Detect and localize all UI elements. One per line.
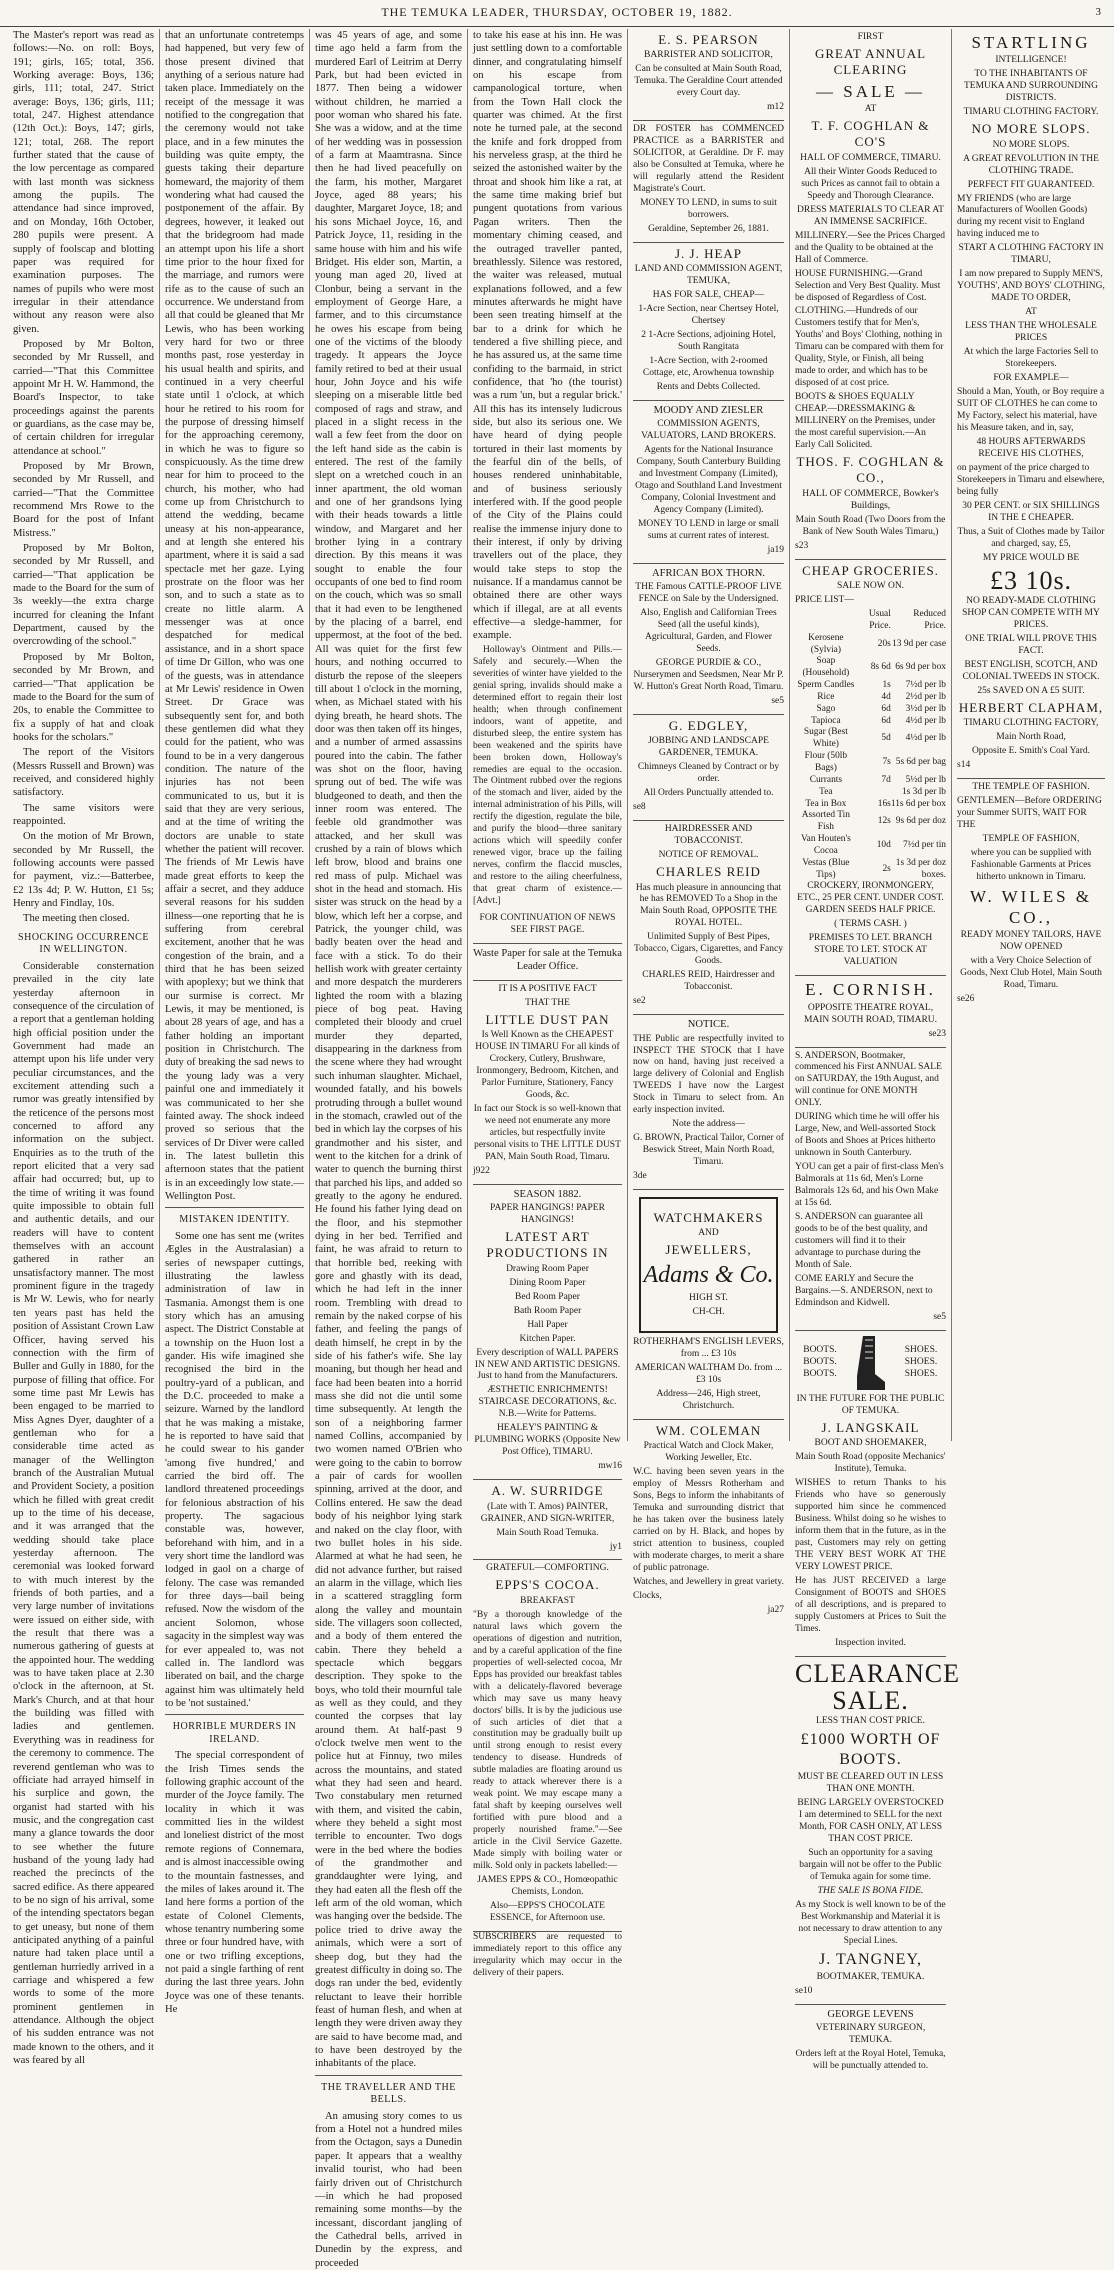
text-line: Assorted Tin Fish	[801, 810, 850, 833]
text-line: Hall Paper	[527, 1319, 568, 1330]
text-line: PAPER HANGINGS! PAPER HANGINGS!	[490, 1203, 605, 1225]
masthead	[0, 0, 1114, 27]
text-line: BOOT AND SHOEMAKER,	[814, 1438, 927, 1449]
text-line: CHARLES REID, Hairdresser and Tobacconist.	[642, 970, 775, 993]
text-line: SALE NOW ON.	[836, 581, 905, 592]
text-line: MY FRIENDS (who are large Manufacturers of Woollen Goods) during my recent visit to England having induced me to	[957, 193, 1088, 240]
advertisement-anderson	[795, 1048, 946, 1331]
text-line: 6s 9d per box	[895, 662, 946, 673]
advertisement-paper-hangings	[473, 1185, 622, 1481]
article-paragraph: An amusing story comes to us from a Hotel not a hundred miles from the Octagon, says a Dunedin paper. It appears that a wealthy invalid tourist, who had been fairly driven out of Christchurch—in which he had proposed remaining some months—by the incessant, discordant jangling of the Cathedral bells, arrived in Dunedin by the express, and proceeded	[315, 2110, 462, 2269]
text-line: "By a thorough knowledge of the natural laws which govern the operations of digestion and nutrition, and by a careful application of the fine properties of well-selected cocoa, Mr Epps has provided our breakfast tables with a delicately-flavored beverage which may save us many heavy doctors' bills. It is by the judicious use of such articles of diet that a constitution may be gradually built up until strong enough to resist every tendency to disease. Hundreds of subtle maladies are floating around us ready to attack wherever there is a weak point. We may escape many a fatal shaft by keeping ourselves well fortified with pure blood and a properly nourished frame."—See article in the Civil Service Gazette. Made simply with boiling water or milk. Sold only in packets labelled:—	[473, 1609, 622, 1872]
text-line: on payment of the price charged to Storekeepers in Timaru and elsewhere, being fully	[957, 462, 1105, 497]
text-line: S. ANDERSON can guarantee all goods to be of the best quality, and customers will find it to their advantage to purchase during the Month of Sale.	[795, 1212, 928, 1270]
text-line: mw16	[598, 1461, 622, 1472]
text-line: At which the large Factories Sell to Storekeepers.	[963, 347, 1099, 370]
text-line: Tea	[819, 786, 833, 797]
article-paragraph: The special correspondent of the Irish Times sends the following graphic account of the murder of the Joyce family. The locality in which it was committed lies in the wildest and loneliest district of the most remote regions of Connemara, and is almost inaccessible owing to the mountain fastnesses, and the miles of lakes around it. The land here forms a portion of the estate of Colonel Clements, whose tenantry numbering some three or four hundred have, with one or two trifling exceptions, not paid a single farthing of rent during the last three years. John Joyce was one of these tenants. He	[165, 1750, 304, 2015]
advertisement-brown	[633, 1015, 784, 1190]
text-line: J. TANGNEY,	[819, 1951, 922, 1969]
advertisement-clapham	[957, 29, 1105, 779]
text-line: BREAKFAST	[520, 1595, 575, 1606]
text-line: Is Well Known as the CHEAPEST HOUSE IN TIMARU For all kinds of Crockery, Cutlery, Brushware, Ironmongery, Bedroom, Kitchen, and Parlor Furniture, Stationery, Fancy Goods, &c.	[475, 1030, 620, 1100]
text-line: J. J. HEAP	[674, 245, 743, 261]
text-line: — SALE —	[816, 81, 925, 101]
text-line: Every description of WALL PAPERS IN NEW AND ARTISTIC DESIGNS. Just to hand from the Manufacturers.	[474, 1347, 621, 1382]
text-line: BEST ENGLISH, SCOTCH, AND COLONIAL TWEEDS IN STOCK.	[962, 659, 1100, 682]
text-line: Drawing Room Paper	[506, 1263, 589, 1274]
text-line: HERBERT CLAPHAM,	[958, 699, 1104, 715]
text-line: Orders left at the Royal Hotel, Temuka, will be punctually attended to.	[795, 2049, 946, 2072]
text-line: (Late with T. Amos) PAINTER, GRAINER, AND SIGN-WRITER,	[480, 1501, 615, 1524]
text-line: BOOTMAKER, TEMUKA.	[816, 1972, 925, 1983]
advertisement-cornish	[795, 976, 946, 1047]
text-line: COME EARLY and Secure the Bargains.—S. ANDERSON, next to Edmindson and Kidwell.	[795, 1273, 933, 1308]
text-line: Bath Room Paper	[513, 1305, 582, 1316]
article-paragraph: was 45 years of age, and some time ago held a farm from the murdered Earl of Leitrim at Derry Park, but had been evicted in 1877. Then being a widower without children, he married a poor woman who shared his fate. She was a widow, and at the time of her wedding was in possession of a farm at Maamtrasna. Since then he had lived peacefully on the farm, his mother, Margaret Joyce, aged 88 years; his daughter, Margaret Joyce, 18; and his sons Michael Joyce, 16, and Patrick Joyce, 11, residing in the same house with him and his wife Bridget. His elder son, Martin, a young man aged 20, lived at Clonbur, being a servant in the employment of George Hare, a farmer, and to this circumstance he owes his escape from being one of the victims of the bloody tragedy. It appears the Joyce family retired to bed at their usual hour, John Joyce and his wife sleeping on a miserable little bed composed of rags and straw, and placed in a slight recess in the wall a few feet from the door on the left hand side as the cabin is entered. The rest of the family slept on a wretched couch in an inner apartment, the old woman and one of her grandsons lying with their heads towards a little window, and Margaret and her brother lying in a contrary direction. By this means it was sought to enable the four occupants of one bed to find room on the couch, which was so small that it had even to be lengthened by the placing of a barrel, end uppermost, at the foot of the bed. All was quiet for the first few hours, and nothing occurred to disturb the repose of the sleepers till about 1 o'clock in the morning, when, as Michael stated with his dying breath, he heard shots. The door was then taken off its hinges, and a number of armed assassins poured into the cabin. The father was shot on the floor, having sprung out of bed. The wife was bludgeoned to death, and then the inner room was entered. The feeble old grandmother was attacked, and her skull was crushed by a rain of blows which left brow, blood and brains one red mass of pulp. Michael was shot in the head and stomach. His sister was struck on the head by a blow, which left her a corpse, and Patrick, the younger child, was badly beaten over the head and face with a stick. To do their hellish work with greater certainty and more despatch the murderers lighted the room with a blazing piece of bog peat. Having completed their bloody and cruel murder they departed, disappearing in the darkness from the scene where they had wrought such inhuman slaughter. Michael, wounded fatally, and his bowels protruding through a bullet wound in the stomach, crawled out of the bed in which lay the corpses of his grandmother and his sister, and went to the kitchen for a drink of water to quench the burning thirst that parched his lips, and added so greatly to the agony he endured. He found his father lying dead on the floor, and his stepmother dying in her bed. Terrified and faint, he was afraid to return to that horrible bed, reeking with gore and ghastly with its dead, which he had left in the inner room. Trembling with dread to remain by the naked corpse of his father, and feeling the pangs of death himself, he crept in by the side of his father's wife. She lay moaning, but though her head and face had been beaten into a horrid mass she did not die until some time subsequently. At length the son of a neighboring farmer named Collins, accompanied by two women named O'Brien who were going to the cabin to borrow a pair of cards for woollen spinning, arrived at the door, and Collins entered. He saw the dead body of his neighbor lying stark and naked on the clay floor, with two bullet holes in his side. Alarmed at what he had seen, he did not advance further, but raised an alarm in the village, which lies in a scattered straggling form along the valley and mountain side. The villagers soon collected, and a body of them entered the cabin. There they beheld a spectacle which beggars description. They spoke to the boys, who told their mournful tale as well as they could, and they counted the corpses that lay around them. At half-past 9 o'clock twelve men went to the police hut at Finnuy, two miles across the mountains, and stated what they had seen and heard. Two constabulary men returned with them, and visited the cabin, where they beheld a sight most terrible to encounter. Two dogs were in the bed where the bodies of the grandmother and granddaughter were lying, and they had eaten all the flesh off the left arm of the old woman, which was hanging over the bedside. The police tried to drive away the animals, which were a sort of sheep dog, but they had the greatest difficulty in doing so. The dogs ran under the bed, evidently reluctant to leave their horrible feast of human flesh, and when at length they were driven away they are said to have become mad, and to have been destroyed by the inhabitants of the place.	[315, 30, 462, 2070]
article-paragraph: that an unfortunate contretemps had happened, but very few of those present divined that anything of a serious nature had taken place. Immediately on the receipt of the message it was notified to the congregation that the ceremony would not take place, and in a few minutes the building was quite empty, the guests taking their departure homeward, the majority of them wondering what had caused the postponement of the affair. By degrees, however, it leaked out that the bridegroom had made an attempt upon his life a short time prior to the hour fixed for the marriage, and rumors were rife as to the cause of such an occurrence. We understand from all that could be gleaned that Mr Lewis, who has been working very hard for two or three months past, rose yesterday in his usual health and spirits, and continued in a very cheerful state until 1 o'clock, at which hour he retired to his room for the purpose of dressing himself for the approaching ceremony, in which he was to figure so conspicuously. As the time drew near for him to proceed to the church, his mother, who had come up from Christchurch to attend the wedding, became uneasy at his non-appearance, and at length she entered his apartment, where it is said a sad spectacle met her gaze. Lying prostrate on the floor was her son, and to such a state as to create no little alarm. A messenger was at once despatched for medical assistance, and in a short space of time Dr Gillon, who was one of the guests, was in attendance at Mr Lewis' residence in Owen Street. Dr Grace was subsequently sent for, and both these gentlemen did what they could for the patient, who was found to be in a very dangerous condition. The nature of the injuries has not been communicated to us, but it is said that they are very serious, and at the time of writing the doctors are unable to state whether the patient will recover. The friends of Mr Lewis have made great efforts to keep the affair a secret, and they adduce several reasons for his sudden illness—one reporting that he is suffering from cerebral excitement, another that he was congestion of the brain, and a third that he has been seized with apoplexy; but we think that our surmise is correct. Mr Lewis, it may be mentioned, is about 28 years of age, and has a father holding an important position in Christchurch. The duty of breaking the sad news to the young lady was a very painful one and immediately it was communicated to her she fainted away. The shock indeed proved so serious that the services of Dr Diver were called in. The latest bulletin this afternoon states that the patient is in an exceedingly low state.—Wellington Post.	[165, 30, 304, 1202]
text-line: WATCHMAKERS	[653, 1209, 764, 1225]
text-line: GEORGE LEVENS	[827, 2009, 914, 2021]
masthead-title: THE TEMUKA LEADER, THURSDAY, OCTOBER 19, 1882.	[381, 5, 733, 20]
text-line: G. EDGLEY,	[668, 718, 749, 734]
text-line: All Orders Punctually attended to.	[643, 788, 774, 799]
text-line: 1-Acre Section, with 2-roomed Cottage, etc, Arowhenua township	[642, 356, 775, 379]
text-line: MY PRICE WOULD BE	[982, 552, 1080, 563]
text-line: Tea in Box	[805, 798, 847, 809]
article-paragraph: Considerable consternation prevailed in the city late yesterday afternoon in consequence of the circulation of a report that a gentleman holding high official position under the Government had made an attempt upon his life under very peculiar circumstances, and the excitement attending such a rumor was greatly intensified by the reticence of the persons most concerned to afford any information on the subject. Enquiries as to the truth of the report elicited that a very sad affair had occurred; but, up to the time of writing it was found quite impossible to obtain full and authentic details, and our readers will have to content themselves with an account gathered in rather an unsatisfactory manner. The most prominent figure in the tragedy is Mr W. Lewis, who for nearly ten years past has held the position of Assistant Crown Law Officer, having served his connection with the firm of Buller and Gully in 1880, for the purpose of filling that office. For some time past Mr Lewis has been engaged to be married to Miss Agnes Dyer, daughter of a gentleman who for a considerable time acted as manager of the Wellington branch of the Australian Mutual and Provident Society, a position which he filled with great credit up to the time of his decease, and it was arranged that the wedding should take place yesterday afternoon. The ceremonial was looked forward to with much interest by the friends of both parties, and a very large number of invitations were issued on either side, with the result that there was a numerous gathering of guests at the appointed hour. The wedding was to have taken place at 2.30 o'clock in the afternoon, at St. Mark's Church, and at that hour the building was filled with ladies and gentlemen. Everything was in readiness for the ceremony to commence. The reverend gentleman who was to officiate had arrayed himself in his surplice and gown, the organist had started with his music, and the congregation cast many a glance towards the door to see whether the future husband of the young lady had reached the precincts of the sacred edifice. As there appeared to be no sign of his arrival, some of the intending spectators began to get uneasy, but none of them anticipated anything of a painful nature had taken place until a gentleman hurriedly arrived in a carriage and whispered a few words to some of the more prominent gentlemen in attendance. Although the object of his sudden entrance was not made known to the others, and it was feared by all	[13, 960, 154, 2067]
text-line: Also, English and Californian Trees Seed (all the useful kinds), Agricultural, Garden, and Flower Seeds.	[640, 608, 777, 655]
text-line: WISHES to return Thanks to his Friends who have so generously supported him since he commenced Business. Whilst doing so he wishes to inform them that in the future, as in the past, Customers may rely on getting THE VERY BEST WORK AT THE VERY LOWEST PRICE.	[795, 1478, 946, 1572]
text-line: Usual Price.	[868, 609, 891, 631]
text-line: E. S. PEARSON	[658, 32, 759, 47]
text-line: Adams & Co.	[643, 1262, 774, 1289]
text-line: 2s	[882, 863, 891, 874]
text-line: MONEY TO LEND, in sums to suit borrowers.	[640, 198, 777, 220]
text-line: NOTICE.	[687, 1019, 730, 1031]
text-line: STARTLING	[971, 33, 1091, 52]
text-line: Vestas (Blue Tips)	[802, 857, 850, 880]
text-line: JOBBING AND LANDSCAPE GARDENER, TEMUKA.	[648, 736, 769, 759]
text-line: MOODY AND ZIESLER	[653, 405, 764, 416]
text-line: E. CORNISH.	[805, 980, 936, 1000]
text-line: TIMARU CLOTHING FACTORY.	[963, 107, 1099, 118]
text-line: DR FOSTER has COMMENCED PRACTICE as a BARRISTER and SOLICITOR, at Geraldine. Dr F. may also be Consulted at Temuka, where he will regularly attend the Resident Magistrate's Court.	[633, 124, 784, 195]
text-line: W. WILES & CO.,	[969, 886, 1093, 928]
text-line: se10	[795, 1986, 813, 1997]
text-line: BOOTS. BOOTS. BOOTS.	[803, 1344, 837, 1379]
text-line: THAT THE	[525, 997, 570, 1008]
text-line: Note the address—	[672, 1119, 745, 1130]
page-number: 3	[1095, 6, 1102, 18]
text-line: SHOES. SHOES. SHOES.	[904, 1344, 938, 1379]
text-line: IT IS A POSITIVE FACT	[498, 983, 597, 994]
text-line: with a Very Choice Selection of Goods, Next Club Hotel, Main South Road, Timaru.	[960, 956, 1102, 991]
text-line: 4d	[881, 691, 891, 702]
text-line: PREMISES TO LET. BRANCH STORE TO LET. STOCK AT VALUATION	[808, 933, 933, 968]
text-line: MILLINERY.—See the Prices Charged and the Quality to be obtained at the Hall of Commerce.	[795, 230, 946, 265]
text-line: Opposite E. Smith's Coal Yard.	[971, 745, 1091, 756]
text-line: CLEARANCE SALE.	[795, 1658, 960, 1715]
text-line: ÆSTHETIC ENRICHMENTS! STAIRCASE DECORATIONS, &c. N.B.—Write for Patterns.	[478, 1385, 617, 1420]
text-line: PRICE LIST—	[795, 595, 854, 606]
advertisement-waste-paper	[473, 944, 622, 981]
text-line: NO READY-MADE CLOTHING SHOP CAN COMPETE WITH MY PRICES.	[962, 595, 1100, 630]
text-line: NOTICE OF REMOVAL.	[658, 850, 759, 861]
column-6	[790, 29, 960, 2072]
advertisement-levens	[795, 2005, 946, 2079]
text-line: 20s	[877, 638, 891, 649]
text-line: FOR CONTINUATION OF NEWS SEE FIRST PAGE.	[479, 913, 616, 936]
text-line: 25s SAVED ON A £5 SUIT.	[977, 685, 1085, 696]
text-line: 3½d per lb	[905, 703, 946, 714]
adams-logo	[639, 1197, 778, 1333]
text-line: ONE TRIAL WILL PROVE THIS FACT.	[965, 633, 1097, 656]
text-line: CHEAP GROCERIES.	[802, 562, 939, 578]
text-line: G. BROWN, Practical Tailor, Corner of Beswick Street, Main North Road, Timaru.	[633, 1133, 784, 1168]
text-line: 2 1-Acre Sections, adjoining Hotel, South Rangitata	[641, 330, 776, 353]
text-line: ja19	[767, 545, 784, 556]
text-line: Agents for the National Insurance Company, South Canterbury Building and Investment Company (Limited), Otago and Southland Land Investment Company, Colonial Investment and Agency Company (Limited).	[635, 445, 782, 516]
advertisement-surridge	[473, 1480, 622, 1560]
text-line: Waste Paper for sale at the Temuka Leader Office.	[473, 948, 622, 973]
text-line: AT	[1025, 307, 1037, 318]
text-line: LESS THAN THE WHOLESALE PRICES	[965, 321, 1097, 344]
text-line: LESS THAN COST PRICE.	[816, 1716, 925, 1727]
text-line: 5d	[881, 733, 891, 744]
text-line: All their Winter Goods Reduced to such Prices as cannot fail to obtain a Speedy and Thorough Clearance.	[801, 166, 940, 201]
advertisement-moody-ziesler	[633, 401, 784, 564]
text-line: Kitchen Paper.	[519, 1333, 576, 1344]
text-line: T. F. COGHLAN & CO'S	[811, 118, 930, 150]
text-line: 7s	[882, 757, 891, 768]
advertisement-coleman	[633, 1420, 784, 1623]
text-line: TO THE INHABITANTS OF TEMUKA AND SURROUNDING DISTRICTS.	[963, 69, 1099, 104]
text-line: Soap (Household)	[802, 656, 850, 679]
text-line: 1s	[882, 680, 891, 691]
text-line: GREAT ANNUAL CLEARING	[814, 45, 927, 78]
text-line: GEORGE PURDIE & CO., Nurserymen and Seedsmen, Near Mr P. W. Hutton's Great North Road, Timaru.	[633, 658, 784, 693]
article-headline: SHOCKING OCCURRENCE IN WELLINGTON.	[18, 931, 149, 956]
text-line: BOOTS & SHOES EQUALLY CHEAP.—DRESSMAKING & MILLINERY on the Premises, under the most careful supervision.—An Early Call Solicited.	[795, 392, 936, 451]
article-paragraph: The same visitors were reappointed.	[13, 802, 154, 827]
column-5	[628, 29, 790, 1615]
text-line: EPPS'S COCOA.	[495, 1577, 600, 1593]
text-line: Should a Man, Youth, or Boy require a SUIT OF CLOTHES he can come to My Factory, select his material, have his Measure taken, and in, say,	[957, 387, 1105, 433]
advertisement-heap	[633, 243, 784, 401]
text-line: 5s 6d per bag	[895, 757, 946, 768]
text-line: NO MORE SLOPS.	[992, 139, 1070, 150]
article-headline: MISTAKEN IDENTITY.	[179, 1214, 290, 1226]
text-line: Unlimited Supply of Best Pipes, Tobacco, Cigars, Cigarettes, and Fancy Goods.	[634, 932, 783, 967]
text-line: DURING which time he will offer his Large, New, and Well-assorted Stock of Boots and Shoes at Prices hitherto unknown in South Canterbury.	[795, 1112, 940, 1159]
text-line: THOS. F. COGHLAN & CO.,	[796, 454, 945, 486]
article-paragraph: Proposed by Mr Bolton, seconded by Mr Russell, and carried—"That this Committee appoint Mr H. W. Hammond, the Board's Inspector, to take proceedings against the parents or guardians, as the case may be, of certain children for irregular attendance at school."	[13, 338, 154, 457]
boot-icon	[855, 1334, 887, 1394]
text-line: se8	[633, 802, 646, 813]
article-paragraph: Proposed by Mr Bolton, seconded by Mr Russell, and carried—"That application be made to the Board for the sum of 3s weekly—the extra charge incurred for cleaning the Infant Department, caused by the overcrowding of the school."	[13, 543, 154, 648]
text-line: Rice	[817, 691, 835, 702]
advertisement-reid	[633, 821, 784, 1015]
advertisement-epps-cocoa	[473, 1560, 622, 1932]
text-line: Flour (50lb Bags)	[804, 751, 848, 773]
text-line: THE TEMPLE OF FASHION.	[972, 781, 1090, 792]
advertisement-coghlan-sale	[795, 29, 946, 560]
text-line: Has much pleasure in announcing that he has REMOVED To a Shop in the Main South Road, OPPOSITE THE ROYAL HOTEL.	[635, 882, 782, 929]
text-line: LITTLE DUST PAN	[485, 1011, 610, 1027]
text-line: se2	[633, 996, 646, 1007]
text-line: 2½d per lb	[905, 691, 946, 702]
text-line: 7d	[881, 774, 891, 785]
text-line: 12s	[877, 816, 891, 827]
advertisement-cheap-groceries	[795, 560, 946, 977]
text-line: m12	[767, 102, 784, 113]
text-line: YOU can get a pair of first-class Men's Balmorals at 11s 6d, Men's Lorne Balmorals 12s 6d, and his Own Make at 15s 6d.	[795, 1162, 944, 1209]
text-line: MUST BE CLEARED OUT IN LESS THAN ONE MONTH.	[797, 1772, 944, 1795]
news-continuation-note	[473, 910, 622, 944]
text-line: Can be consulted at Main South Road, Temuka. The Geraldine Court attended every Court day.	[634, 64, 783, 99]
article-paragraph: The report of the Visitors (Messrs Russell and Brown) was received, and considered highly satisfactory.	[13, 747, 154, 799]
text-line	[857, 787, 891, 799]
text-line: Rents and Debts Collected.	[656, 382, 761, 393]
text-line: ROTHERHAM'S ENGLISH LEVERS, from ... £3 10s	[633, 1337, 784, 1360]
text-line: GRATEFUL—COMFORTING.	[486, 1563, 609, 1574]
text-line: J. LANGSKAIL	[821, 1419, 920, 1435]
text-line: HALL OF COMMERCE, Bowker's Buildings,	[802, 488, 939, 511]
text-line: Van Houten's Cocoa	[800, 834, 851, 856]
text-line: HIGH ST.	[689, 1292, 728, 1303]
text-line: 8s 6d	[870, 662, 891, 673]
text-line: Main South Road (Two Doors from the Bank of New South Wales Timaru,)	[795, 514, 946, 537]
text-line: CLOTHING.—Hundreds of our Customers testify that for Men's, Youths' and Boys' Clothing, nothing in Timaru can be compared with them for Quality, Style, or Finish, all being made to order, and which has to be disposed of at cost price.	[795, 306, 944, 389]
text-line: VETERINARY SURGEON, TEMUKA.	[815, 2023, 926, 2046]
text-line: In fact our Stock is so well-known that we need not enumerate any more articles, but respectfully invite personal visits to THE LITTLE DUST PAN, Main South Road, Timaru.	[473, 1103, 622, 1162]
text-line: CHARLES REID	[656, 864, 761, 880]
text-line: ( TERMS CASH. )	[834, 919, 907, 930]
text-line: PERFECT FIT GUARANTEED.	[967, 179, 1095, 190]
text-line: IN THE FUTURE FOR THE PUBLIC OF TEMUKA.	[796, 1393, 945, 1416]
text-line: Address—246, High street, Christchurch.	[656, 1389, 761, 1411]
text-line: AND	[698, 1228, 719, 1239]
text-line: THE SALE IS BONA FIDE.	[817, 1886, 924, 1897]
text-line: Clocks,	[633, 1590, 662, 1601]
text-line: START A CLOTHING FACTORY IN TIMARU,	[958, 243, 1104, 266]
text-line: 1s 3d per lb	[901, 786, 946, 797]
text-line: 13 9d per case	[892, 638, 946, 649]
text-line: FIRST	[857, 32, 884, 42]
text-line: JAMES EPPS & CO., Homœopathic Chemists, London.	[477, 1875, 618, 1898]
text-line: Chimneys Cleaned by Contract or by order.	[637, 762, 780, 785]
text-line: Sago	[816, 703, 836, 714]
text-line: 1s 3d per doz boxes.	[895, 857, 946, 880]
text-line: Practical Watch and Clock Maker, Working Jeweller, Etc.	[643, 1441, 774, 1464]
text-line: GENTLEMEN—Before ORDERING your Summer SUITS, WAIT FOR THE	[957, 795, 1102, 830]
text-line: HEALEY'S PAINTING & PLUMBING WORKS (Opposite New Post Office), TIMARU.	[474, 1423, 621, 1458]
text-line: Also—EPPS'S CHOCOLATE ESSENCE, for Afternoon use.	[489, 1901, 606, 1923]
text-line: 3de	[633, 1171, 647, 1182]
text-line: Currants	[809, 774, 843, 785]
text-line: j922	[473, 1165, 490, 1176]
text-line: THE Famous CATTLE-PROOF LIVE FENCE on Sale by the Undersigned.	[635, 582, 782, 605]
text-line: HAS FOR SALE, CHEAP—	[652, 290, 765, 301]
text-line: THE Public are respectfully invited to INSPECT THE STOCK that I have now on hand, having just received a large delivery of Colonial and English TWEEDS I have now the Largest Stock in Timaru to select from. An early inspection invited.	[633, 1033, 784, 1116]
article-headline: THE TRAVELLER AND THE BELLS.	[321, 2081, 456, 2106]
text-line: BARRISTER AND SOLICITOR,	[644, 50, 773, 61]
text-line: 10d	[876, 839, 891, 850]
advertisement-pearson	[633, 29, 784, 121]
text-line: INTELLIGENCE!	[995, 55, 1067, 66]
text-line: HOUSE FURNISHING.—Grand Selection and Very Best Quality. Must be disposed of Regardless of Cost.	[795, 268, 941, 303]
text-line: s14	[957, 759, 971, 770]
text-line: OPPOSITE THEATRE ROYAL, MAIN SOUTH ROAD, TIMARU.	[803, 1002, 938, 1025]
advertisement-tangney	[795, 1657, 960, 2006]
text-line: CROCKERY, IRONMONGERY, ETC., 25 PER CENT. UNDER COST. GARDEN SEEDS HALF PRICE.	[797, 881, 944, 916]
text-line: 4½d per lb	[905, 733, 946, 744]
text-line: Dining Room Paper	[509, 1277, 586, 1288]
text-line: Tapioca	[811, 715, 841, 726]
article-paragraph: Proposed by Mr Bolton, seconded by Mr Brown, and carried—"That application be made to the Board for the sum of 20s, to enable the Committee to fix a supply of hat and cloak hooks for the scholars."	[13, 651, 154, 743]
text-line: Such an opportunity for a saving bargain will not be offer to the Public of Temuka again for some time.	[799, 1848, 942, 1883]
column-7	[952, 29, 1110, 1441]
text-line: TIMARU CLOTHING FACTORY,	[963, 718, 1099, 729]
advertisement-holloway: Holloway's Ointment and Pills.—Safely and securely.—When the severities of winter have yielded to the genial spring, invalids should make a determined effort to regain their lost health; when through confinement indoors, want of appetite, and disturbed sleep, the entire system has been weakened and the spirits have been broken down, Holloway's remedies are equal to the occasion. The Ointment rubbed over the regions of the stomach and liver, aided by the internal administration of his Pills, will rectify the digestion, regulate the bile, and purify the blood—three sanitary actions which will speedily confer renewed vigor, brace up the failing nerves, confirm the flaccid muscles, and restore to the ailing cheerfulness, that great charm of existence.—[Advt.]	[473, 644, 622, 907]
text-line: 48 HOURS AFTERWARDS RECEIVE HIS CLOTHES,	[976, 436, 1086, 459]
text-line: LATEST ART PRODUCTIONS IN	[486, 1228, 609, 1261]
article-paragraph: The meeting then closed.	[23, 913, 130, 925]
text-line: As my Stock is well known to be of the Best Workmanship and Material it is not necessary to draw attention to any Special Lines.	[795, 1900, 946, 1947]
text-line: jy1	[609, 1541, 622, 1552]
text-line: s23	[795, 540, 809, 551]
text-line: AT	[864, 104, 877, 115]
article-paragraph: Some one has sent me (writes Ægles in the Australasian) a series of newspaper cuttings, illustrating the lawless administration of law in Tasmania. Amongst them is one story which has an amusing aspect. The District Constable at a township on the Huon lost a gander. His wife imagined she recognised the bird in the poultry-yard of a publican, and the D.C. proceeded to make a seizure. Warned by the landlord that he was making a mistake, he is reported to have said that he could swear to his gander 'among five hundred,' and carried the bird off. The landlord threatened proceedings for felonious abstraction of his property. The sagacious constable was, however, beforehand with him, and in a very short time the landlord was lodged in gaol on a charge of felony. The case was remanded for three days—bail being refused. Now the wisdom of the ancient Solomon, whose sagacity in the simplest way was for ever appealed to, was not called in. The landlord was liberated on bail, and the charge against him was ultimately held to be 'not sustained.'	[165, 1230, 304, 1709]
text-line: Main South Road (opposite Mechanics' Institute), Temuka.	[795, 1452, 946, 1475]
text-line: Watches, and Jewellery in great variety.	[633, 1577, 784, 1587]
article-paragraph: On the motion of Mr Brown, seconded by Mr Russell, the following accounts were passed for payment, viz.:—Batterbee, £2 13s 4d; P. W. Hutton, £1 5s; Henry and Findlay, 10s.	[13, 831, 154, 909]
advertisement-adams	[633, 1190, 784, 1420]
text-line: TEMPLE OF FASHION,	[982, 833, 1080, 844]
text-line: £3 10s.	[989, 565, 1073, 595]
text-line: Thus, a Suit of Clothes made by Tailor and charged, say, £5,	[957, 526, 1105, 549]
text-line: WM. COLEMAN	[655, 1422, 762, 1438]
text-line: £1000 WORTH OF BOOTS.	[800, 1731, 941, 1769]
advertisement-edgley	[633, 715, 784, 821]
advertisement-langskail	[795, 1331, 946, 1657]
text-line: 9s 6d per doz	[895, 816, 946, 827]
text-line: AFRICAN BOX THORN.	[651, 568, 766, 579]
text-line: W.C. having been seven years in the employ of Messrs Rotherham and Sons, Begs to inform the inhabitants of Temuka and surrounding district that he has taken over the business lately carried on by H. Black, and hopes by strict attention to business, coupled with moderate charges, to merit a share of public patronage.	[633, 1467, 784, 1574]
text-line: Bed Room Paper	[515, 1291, 580, 1302]
column-3	[310, 29, 468, 2269]
text-line: 16s	[877, 798, 891, 809]
article-paragraph: The Master's report was read as follows:—No. on roll: Boys, 191; girls, 165; total, 356. Working average: Boys, 136; girls, 111; total, 247. Strict average: Boys, 136; girls, 111; total, 247. Highest attendance (12th Oct.): Boys, 147; girls, 121; total, 268. The report further stated that the cause of the low percentage as compared with last month was sickness among the pupils. The attendance had since improved, and on Monday, 16th October, 280 pupils were present. A supply of foolscap and blotting paper was required for examination purposes. The names of pupils who were most irregular in their attendance without any reason were also given.	[13, 30, 154, 335]
subscribers-notice: SUBSCRIBERS are requested to immediately report to this office any irregularity which may occur in the delivery of their papers.	[473, 1931, 622, 1978]
text-line: se26	[957, 994, 975, 1005]
text-line: 11s 6d per box	[890, 798, 946, 809]
article-paragraph: Proposed by Mr Brown, seconded by Mr Russell, and carried—"That the Committee recommend Mrs Rowe to the Board for the post of Infant Mistress."	[13, 461, 154, 539]
advertisement-wiles	[957, 779, 1105, 1012]
text-line: JEWELLERS,	[665, 1242, 752, 1258]
text-line: FOR EXAMPLE—	[993, 373, 1069, 384]
article-paragraph: to take his ease at his inn. He was just settling down to a comfortable dinner, and congratulating himself on his escape from campanological torture, when from the Town Hall clock the quarter was chimed. At the first note he turned pale, at the second the knife and fork dropped from his nerveless grasp, at the third he seized the astonished waiter by the throat and shook him like a rat, at the same time making brief but pungent quotations from various Pagan writers. Then the momentary chiming ceased, and the outraged traveller panted, breathlessly. Silence was restored, the waiter was released, mutual explanations followed, and a few minutes afterwards he might have been seen treating himself at the bar to a drink for which he tendered a five shilling piece, and he has assured us, at the same time confiding to the barmaid, in strict confidence, that 'ho (the tourist) was a rum 'un, but a regular brick.' All this has its intensely ludicrous side, but also its serious one. We have heard of dying people tortured in their last moments by the fearful din of the bells, of houses rendered uninhabitable, and of business seriously interfered with. If the good people of the City of the Plains could realise the immense injury done to their interest, if only by driving travellers out of the place, they would take steps to stop the nuisance. If a mandamus cannot be obtained there are other ways which if illegal, are at all events effective—a sledge-hammer, for example.	[473, 30, 622, 642]
text-line: se5	[933, 1311, 946, 1322]
text-line: Sperm Candles	[797, 680, 855, 691]
text-line: Sugar (Best White)	[803, 727, 848, 750]
column-1	[8, 29, 160, 2067]
text-line: where you can be supplied with Fashionable Garments at Prices hitherto unknown in Timaru.	[970, 847, 1092, 882]
column-2	[160, 29, 310, 2015]
text-line: NO MORE SLOPS.	[971, 121, 1091, 137]
text-line: 7½d per lb	[905, 680, 946, 691]
text-line: S. ANDERSON, Bootmaker, commenced his First ANNUAL SALE on SATURDAY, the 19th August, and will continue for ONE MONTH ONLY.	[795, 1050, 942, 1109]
text-line: se5	[771, 696, 784, 707]
article-headline: HORRIBLE MURDERS IN IRELAND.	[172, 1721, 297, 1745]
text-line: DRESS MATERIALS TO CLEAR AT AN IMMENSE SACRIFICE.	[797, 204, 944, 227]
text-line: READY MONEY TAILORS, HAVE NOW OPENED	[960, 930, 1102, 953]
text-line: 6d	[881, 703, 891, 714]
text-line: AMERICAN WALTHAM Do. from ... £3 10s	[634, 1363, 783, 1386]
text-line: I am now prepared to Supply MEN'S, YOUTHS', AND BOYS' CLOTHING, MADE TO ORDER,	[957, 269, 1105, 304]
column-4	[468, 29, 628, 1978]
text-line: Main South Road Temuka.	[496, 1527, 599, 1538]
price-table	[795, 609, 946, 881]
text-line: Geraldine, September 26, 1881.	[648, 223, 769, 234]
text-line: 30 PER CENT. or SIX SHILLINGS IN THE £ CHEAPER.	[962, 500, 1100, 523]
text-line: A. W. SURRIDGE	[491, 1483, 604, 1499]
text-line: Kerosene (Sylvia)	[808, 632, 844, 655]
text-line: Main North Road,	[996, 731, 1066, 742]
text-line: He has JUST RECEIVED a large Consignment of BOOTS and SHOES of all descriptions, and is prepared to supply Customers at Prices to Suit the Times.	[795, 1575, 946, 1634]
text-line: 7½d per tin	[903, 839, 946, 850]
text-line: HAIRDRESSER AND TOBACCONIST.	[664, 824, 753, 847]
text-line: 4½d per lb	[905, 715, 946, 726]
advertisement-foster	[633, 121, 784, 243]
text-line: Inspection invited.	[835, 1637, 906, 1648]
text-line: 1-Acre Section, near Chertsey Hotel, Chertsey	[638, 304, 779, 327]
text-line: ja27	[767, 1604, 784, 1615]
text-line: SEASON 1882.	[513, 1188, 582, 1200]
text-line: BEING LARGELY OVERSTOCKED I am determined to SELL for the next Month, FOR CASH ONLY, AT LESS THAN COST PRICE.	[797, 1798, 944, 1845]
text-line: A GREAT REVOLUTION IN THE CLOTHING TRADE.	[963, 153, 1099, 176]
text-line: CH-CH.	[692, 1306, 725, 1317]
advertisement-box-thorn	[633, 564, 784, 715]
text-line: 6d	[881, 715, 891, 726]
text-line: Reduced Price.	[913, 609, 946, 631]
text-line: 5½d per lb	[905, 774, 946, 785]
text-line: HALL OF COMMERCE, TIMARU.	[800, 152, 941, 163]
text-line: COMMISSION AGENTS, VALUATORS, LAND BROKERS.	[641, 419, 776, 442]
text-line: se23	[928, 1028, 946, 1039]
text-line: LAND AND COMMISSION AGENT, TEMUKA,	[634, 264, 783, 287]
advertisement-dust-pan	[473, 981, 622, 1185]
text-line: MONEY TO LEND in large or small sums at current rates of interest.	[637, 519, 780, 542]
